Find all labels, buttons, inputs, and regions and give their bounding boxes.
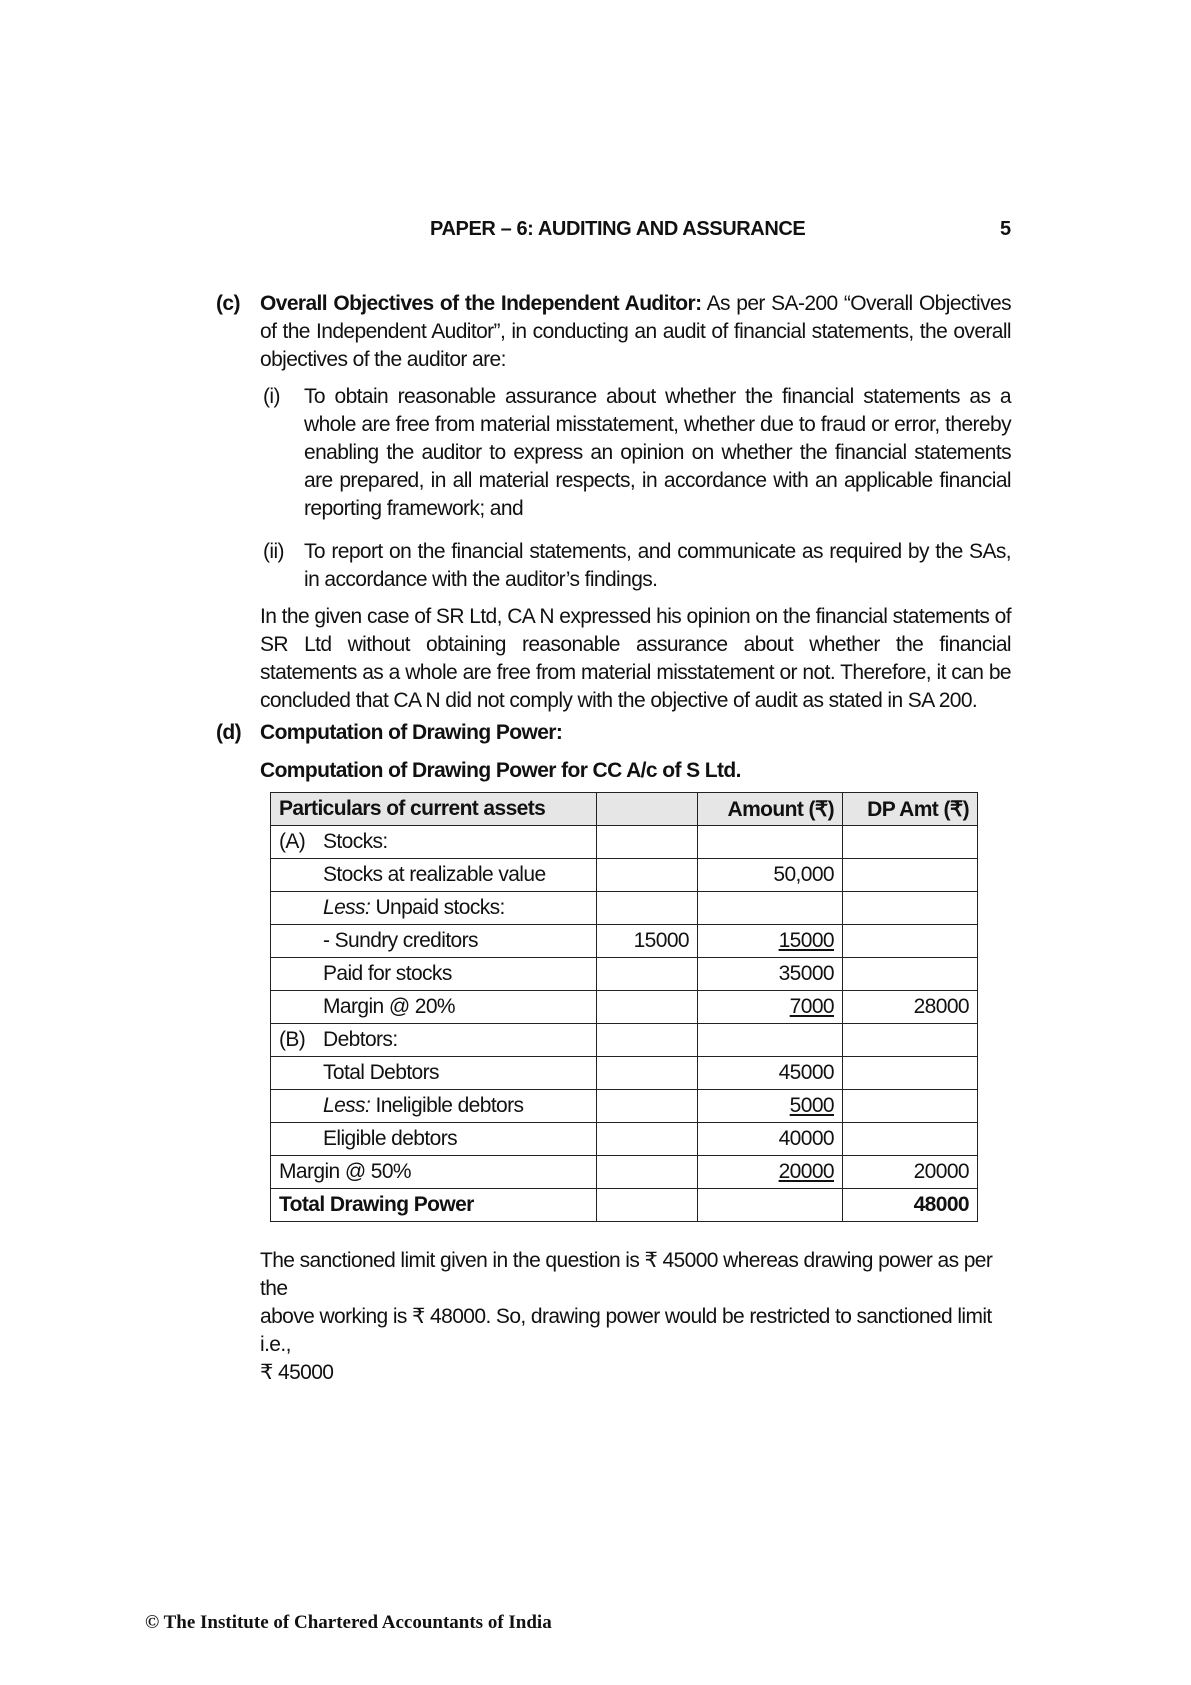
section-c-heading: Overall Objectives of the Independent Auditor: [260, 292, 702, 315]
dp-amount-cell: 28000 [843, 991, 978, 1024]
col-header-amount: Amount (₹) [698, 793, 843, 826]
col-header-dp-amount: DP Amt (₹) [843, 793, 978, 826]
table-row [271, 1090, 978, 1123]
section-d-label: (d) [216, 721, 242, 744]
dp-amount-cell: 20000 [843, 1156, 978, 1189]
table-row [271, 991, 978, 1024]
objective-item: To obtain reasonable assurance about whether the financial statements as a whole are free from material misstatement, whether due to fraud or error, thereby enabling the auditor to express an opinion on whether the financial statements are prepared, in all material respects, in accordance with an applicable financial reporting framework; and [304, 385, 1011, 520]
page-number: 5 [1000, 218, 1012, 240]
section-c-conclusion: In the given case of SR Ltd, CA N expressed his opinion on the financial statements of SR Ltd without obtaining reasonable assurance about whether the financial statements as a whole are free from material misstatement or not. Therefore, it can be concluded that CA N did not comply with the objective of audit as stated in SA 200. [260, 605, 1011, 712]
row-label: Margin @ 20% [323, 995, 456, 1018]
amount-cell: 40000 [698, 1123, 843, 1156]
amount-cell: 50,000 [698, 859, 843, 892]
table-row [271, 892, 978, 925]
less-label: Less: [323, 1094, 371, 1117]
table-row [271, 1057, 978, 1090]
conclusion-note [260, 1247, 1011, 1387]
row-label: Margin @ 50% [271, 1156, 597, 1189]
section-c-label: (c) [216, 292, 240, 315]
note-line: The sanctioned limit given in the question is ₹ 45000 whereas drawing power as per the [260, 1249, 993, 1300]
amount-cell: 15000 [778, 929, 834, 952]
table-row [271, 958, 978, 991]
col-header-blank [597, 793, 698, 826]
total-dp-amount: 48000 [843, 1189, 978, 1222]
paper-title: PAPER – 6: AUDITING AND ASSURANCE [430, 218, 806, 240]
group-label: (A) [279, 830, 306, 853]
table-caption: Computation of Drawing Power for CC A/c of S Ltd. [260, 759, 741, 782]
row-label: Paid for stocks [323, 962, 452, 985]
row-label: Eligible debtors [323, 1127, 457, 1150]
table-header-row [271, 793, 978, 826]
group-title: Stocks: [323, 830, 388, 853]
row-label: - Sundry creditors [323, 929, 478, 952]
table-row [271, 925, 978, 958]
objective-label: (i) [263, 385, 280, 408]
amount-cell: 20000 [778, 1160, 834, 1183]
section-c-intro-text: As per SA-200 “Overall Objectives of the Independent Auditor”, in conducting an audit of financial statements, the overall objectives of the auditor are: [260, 292, 1011, 371]
group-title: Debtors: [323, 1028, 398, 1051]
section-c-intro [260, 290, 1011, 374]
note-line: ₹ 45000 [260, 1361, 334, 1384]
row-label: Total Debtors [323, 1061, 439, 1084]
row-label: Stocks at realizable value [323, 863, 546, 886]
note-line: above working is ₹ 48000. So, drawing power would be restricted to sanctioned limit i.e., [260, 1305, 992, 1356]
table-row [271, 1156, 978, 1189]
total-label: Total Drawing Power [271, 1189, 597, 1222]
amount-cell: 7000 [789, 995, 834, 1018]
table-row [271, 1123, 978, 1156]
copyright-footer: © The Institute of Chartered Accountants of India [145, 1612, 552, 1633]
table-row [271, 859, 978, 892]
amount-cell: 5000 [789, 1094, 834, 1117]
objective-label: (ii) [263, 540, 284, 563]
less-label: Less: [323, 896, 371, 919]
table-row [271, 826, 978, 859]
row-label: Ineligible debtors [375, 1094, 524, 1117]
objective-item: To report on the financial statements, and communicate as required by the SAs, in accordance with the auditor’s findings. [304, 540, 1011, 591]
total-row [271, 1189, 978, 1222]
col-header-particulars: Particulars of current assets [271, 793, 597, 826]
drawing-power-table [270, 792, 978, 1222]
row-label: Unpaid stocks: [375, 896, 505, 919]
table-row [271, 1024, 978, 1057]
amount-cell: 45000 [698, 1057, 843, 1090]
sub-amount-cell: 15000 [597, 925, 698, 958]
amount-cell: 35000 [698, 958, 843, 991]
group-label: (B) [279, 1028, 306, 1051]
section-d-heading: Computation of Drawing Power: [260, 721, 563, 744]
